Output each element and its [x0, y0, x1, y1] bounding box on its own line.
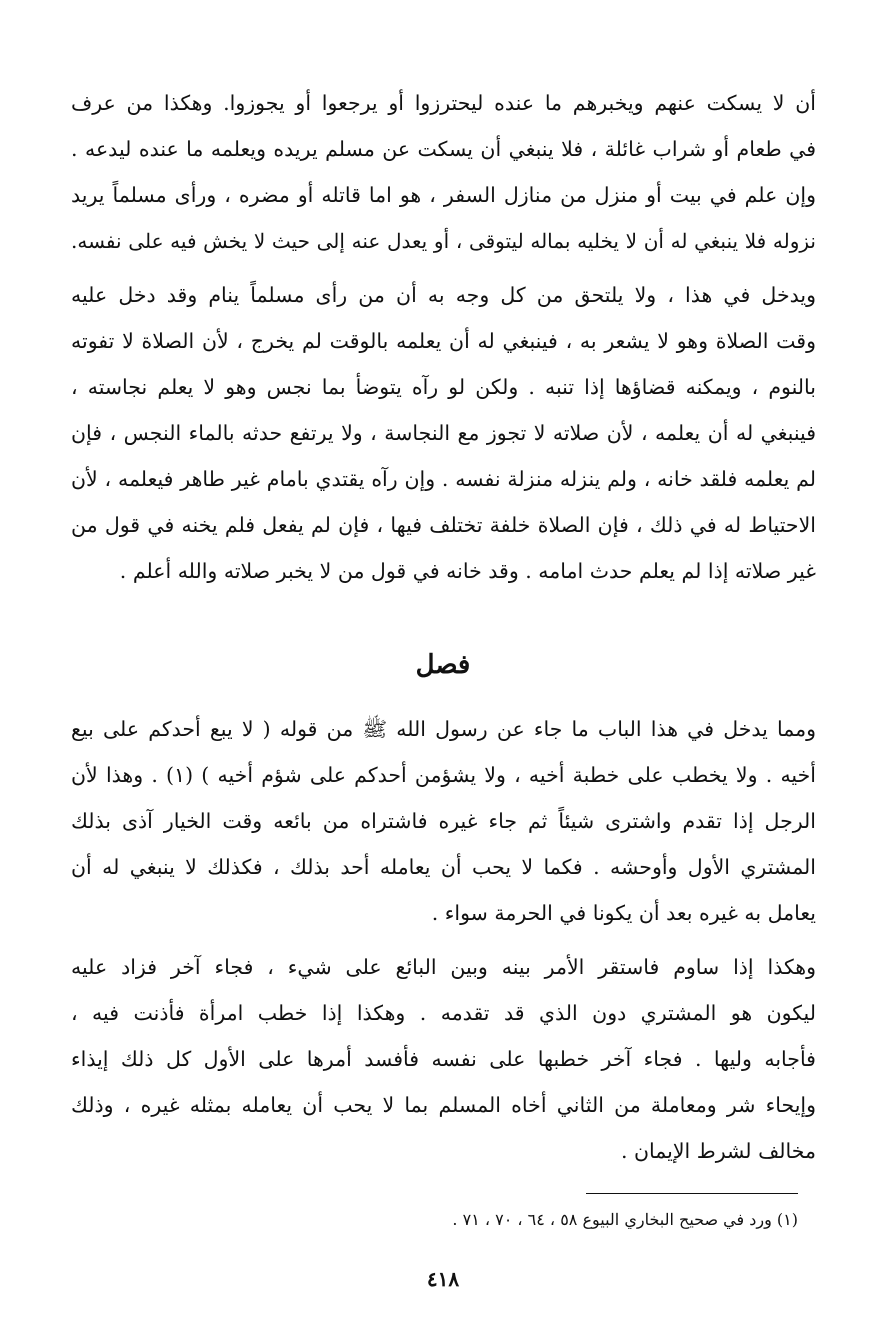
text-line: وإيحاء شر ومعاملة من الثاني أخاه المسلم بما لا يحب أن يعامله بمثله غيره ، وذلك — [71, 1093, 816, 1117]
text-line: مخالف لشرط الإيمان . — [620, 1139, 816, 1163]
text-line: فينبغي له أن يعلمه ، لأن صلاته لا تجوز مع النجاسة ، ولا يرتفع حدثه بالماء النجس ، فإن — [71, 421, 816, 445]
paragraph-4 — [71, 944, 816, 1174]
text-line: ليكون هو المشتري دون الذي قد تقدمه . وهكذا إذا خطب امرأة فأذنت فيه ، — [71, 1001, 816, 1025]
text-line: الرجل إذا تقدم واشترى شيئاً ثم جاء غيره فاشتراه من بائعه وقت الخيار آذى بذلك — [71, 809, 816, 833]
text-line: ويدخل في هذا ، ولا يلتحق من كل وجه به أن من رأى مسلماً ينام وقد دخل عليه — [71, 283, 816, 307]
text-line: يعامل به غيره بعد أن يكونا في الحرمة سواء . — [431, 901, 816, 925]
section-heading: فصل — [415, 650, 471, 680]
text-line: بالنوم ، ويمكنه قضاؤها إذا تنبه . ولكن لو رآه يتوضأ بما نجس وهو لا يعلم نجاسته ، — [71, 375, 816, 399]
text-line: ومما يدخل في هذا الباب ما جاء عن رسول الله ﷺ من قوله ( لا يبع أحدكم على بيع — [71, 717, 816, 741]
text-line: نزوله فلا ينبغي له أن لا يخليه بماله ليتوقى ، أو يعدل عنه إلى حيث لا يخش فيه على نفسه. — [71, 229, 816, 253]
paragraph-1 — [71, 80, 816, 264]
text-line: وقت الصلاة وهو لا يشعر به ، فينبغي له أن يعلمه بالوقت لم يخرج ، لأن الصلاة لا تفوته — [71, 329, 816, 353]
text-line: الاحتياط له في ذلك ، فإن الصلاة خلفة تختلف فيها ، فإن لم يفعل فلم يخنه في قول من — [71, 513, 816, 537]
text-line: أخيه . ولا يخطب على خطبة أخيه ، ولا يشؤمن أحدكم على شؤم أخيه ) (١) . وهذا لأن — [71, 763, 816, 787]
text-line: فأجابه وليها . فجاء آخر خطبها على نفسه فأفسد أمرها على الأول كل ذلك إيذاء — [71, 1047, 816, 1071]
text-line: لم يعلمه فلقد خانه ، ولم ينزله منزلة نفسه . وإن رآه يقتدي بامام غير طاهر فيعلمه ، لأن — [71, 467, 816, 491]
text-line: غير صلاته إذا لم يعلم حدث امامه . وقد خانه في قول من لا يخبر صلاته والله أعلم . — [119, 559, 816, 583]
footnote-divider — [586, 1193, 798, 1194]
text-line: أن لا يسكت عنهم ويخبرهم ما عنده ليحترزوا أو يرجعوا أو يجوزوا. وهكذا من عرف — [71, 91, 816, 115]
text-line: وإن علم في بيت أو منزل من منازل السفر ، هو اما قاتله أو مضره ، ورأى مسلماً يريد — [71, 183, 816, 207]
text-line: المشتري الأول وأوحشه . فكما لا يحب أن يعامله أحد بذلك ، فكذلك لا ينبغي له أن — [71, 855, 816, 879]
paragraph-2 — [71, 272, 816, 594]
text-line: في طعام أو شراب غائلة ، فلا ينبغي أن يسكت عن مسلم يريده ويعلمه ما عنده ليدعه . — [71, 137, 816, 161]
text-line: وهكذا إذا ساوم فاستقر الأمر بينه وبين البائع على شيء ، فجاء آخر فزاد عليه — [71, 955, 816, 979]
paragraph-3 — [71, 706, 816, 936]
footnote: (١) ورد في صحيح البخاري البيوع ٥٨ ، ٦٤ ، ٧٠ ، ٧١ . — [452, 1210, 798, 1229]
page-number: ٤١٨ — [426, 1267, 460, 1291]
